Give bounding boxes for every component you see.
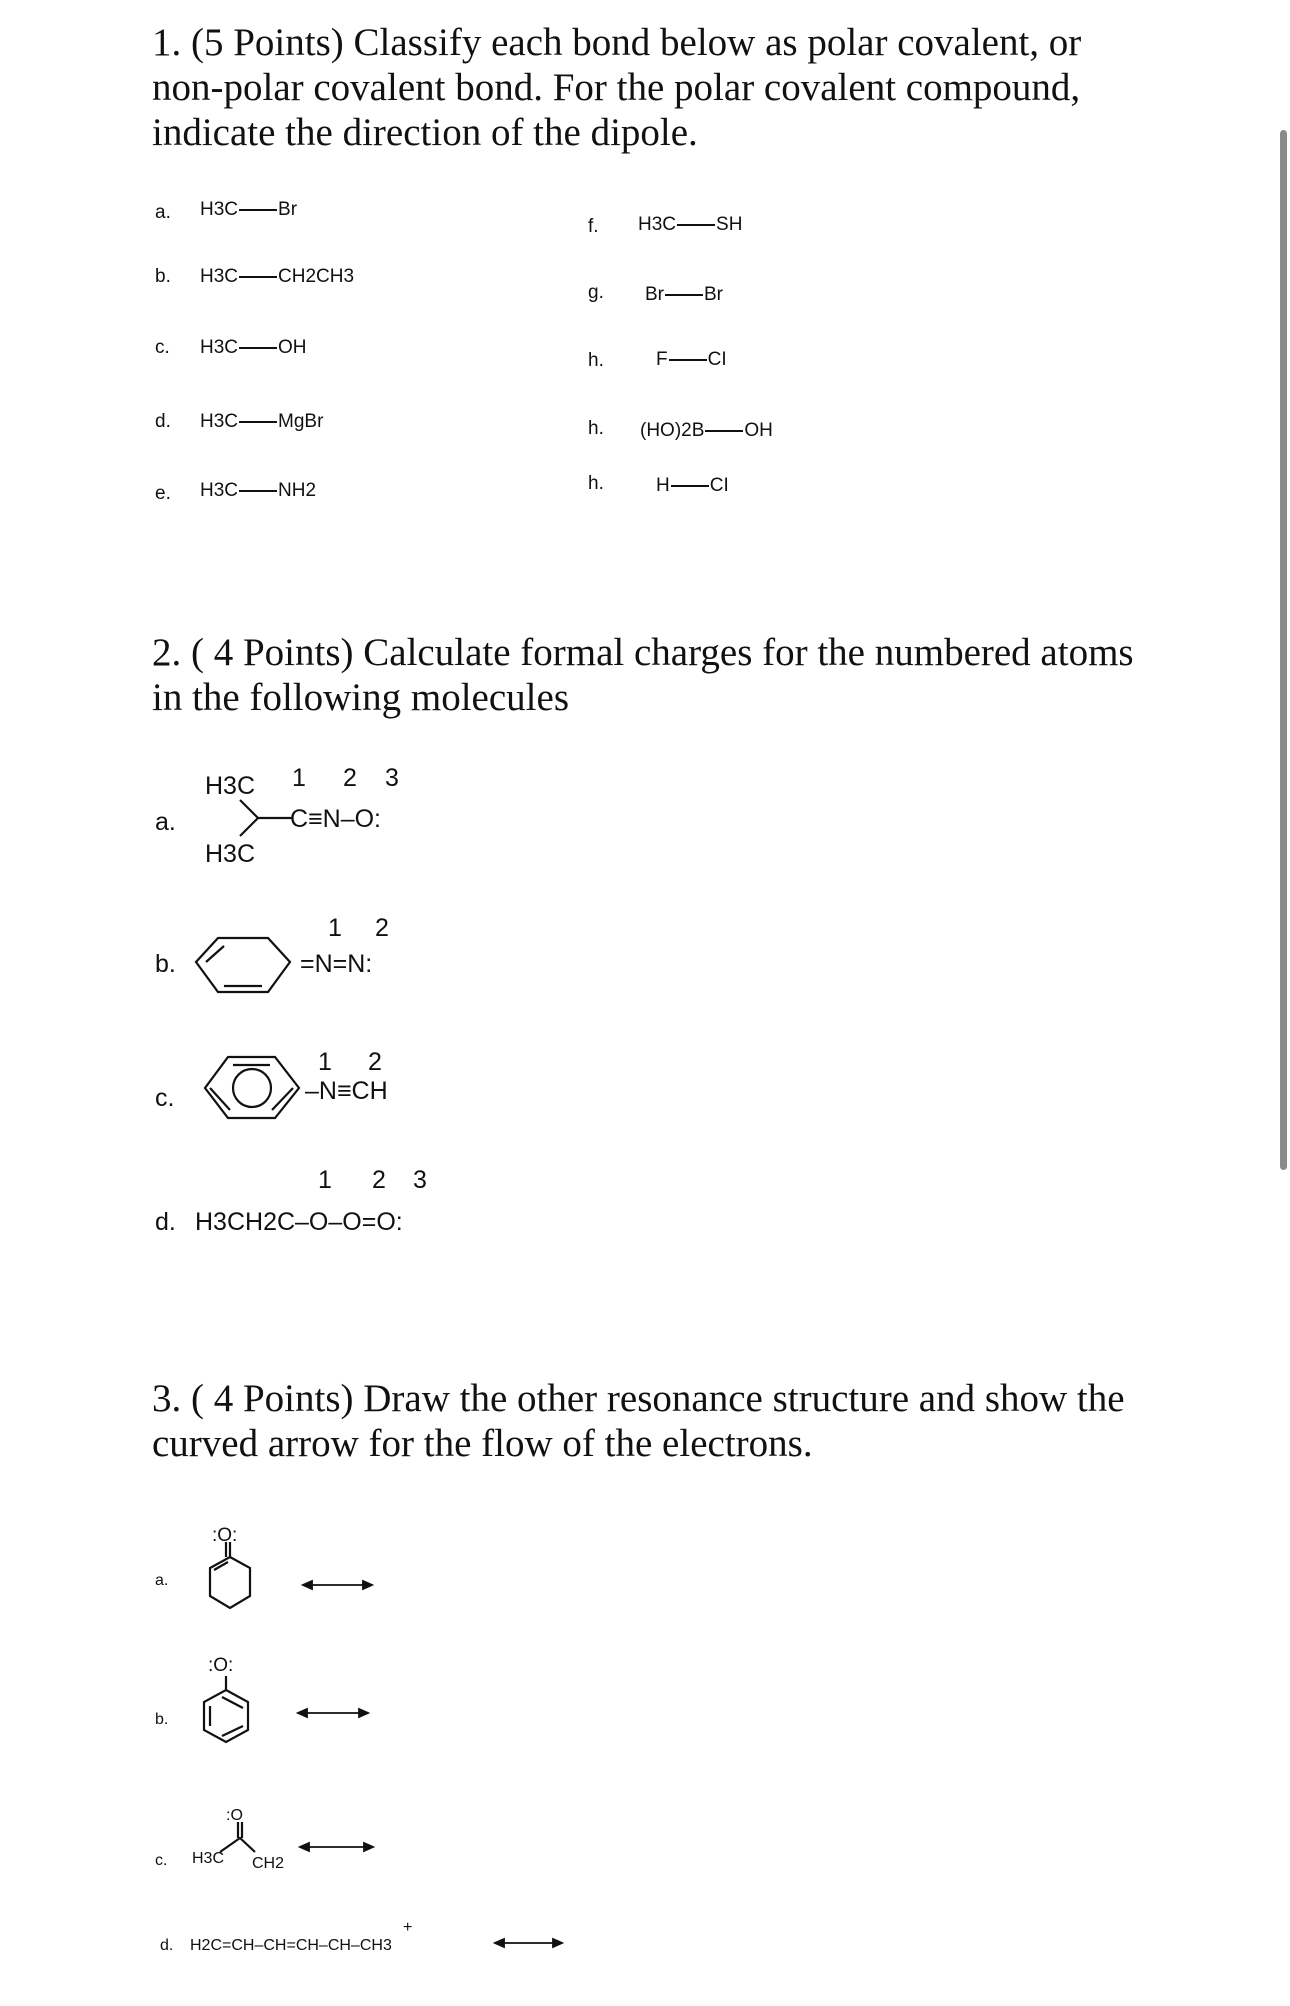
q3-b-oxygen: :O: [208, 1655, 234, 1676]
atom-right: NH2 [278, 480, 317, 501]
q1-item-f-label: f. [588, 216, 599, 237]
question-3-text: 3. ( 4 Points) Draw the other resonance structure and show the curved arrow for the flow of the electrons. [152, 1377, 1125, 1465]
q2-c-num-2: 2 [368, 1048, 382, 1076]
q1-item-h3-label: h. [588, 473, 604, 494]
q2-a-num-2: 2 [343, 764, 357, 792]
q2-d-label: d. [155, 1208, 176, 1236]
q2-d-num-1: 1 [318, 1166, 332, 1194]
atom-left: H3C [200, 337, 239, 358]
q2-a-num-3: 3 [385, 764, 399, 792]
q3a-carbonyl [214, 1542, 230, 1570]
atom-right: CH2CH3 [278, 266, 355, 287]
q1-item-e-label: e. [155, 483, 171, 504]
atom-left: H3C [200, 480, 239, 501]
q2c-ring [205, 1057, 299, 1118]
q2-b-label: b. [155, 950, 176, 978]
atom-right: Br [278, 199, 298, 220]
atom-right: OH [744, 420, 773, 441]
q1-item-c-label: c. [155, 337, 170, 358]
q2-d-formula: H3CH2C–O–O=O: [195, 1208, 403, 1236]
q3-c-right-group: CH2 [252, 1855, 285, 1872]
q2-a-num-1: 1 [292, 764, 306, 792]
q3-c-oxygen: :O [226, 1807, 243, 1824]
atom-left: Br [645, 284, 664, 305]
atom-right: CI [709, 475, 729, 496]
atom-left: (HO)2B [640, 420, 705, 441]
question-1-text: 1. (5 Points) Classify each bond below as polar covalent, or non-polar covalent bond. For the polar covalent compound, indicate the direction of the dipole. [152, 21, 1082, 154]
q3-b-label: b. [155, 1711, 169, 1728]
question-2-text: 2. ( 4 Points) Calculate formal charges for the numbered atoms in the following molecules [152, 631, 1134, 719]
q1-item-d-label: d. [155, 411, 171, 432]
q2a-branch-bonds [240, 800, 292, 836]
q3a-ring [210, 1557, 250, 1608]
q2-d-num-2: 2 [372, 1166, 386, 1194]
atom-left: F [656, 349, 668, 370]
q3-d-formula: H2C=CH–CH=CH–CH–CH3 [190, 1937, 392, 1954]
q2-c-chain: –N≡CH [305, 1077, 388, 1105]
q2-c-label: c. [155, 1084, 175, 1112]
page-scrollbar[interactable] [1280, 130, 1287, 1170]
q3-a-label: a. [155, 1572, 169, 1589]
atom-left: H3C [200, 199, 239, 220]
q1-item-b-label: b. [155, 266, 171, 287]
q2b-ring-double-bonds [206, 946, 262, 986]
q2-a-bottom-group: H3C [205, 840, 256, 868]
q2-a-top-group: H3C [205, 772, 256, 800]
q2-b-num-1: 1 [328, 914, 342, 942]
q1-item-h2-label: h. [588, 418, 604, 439]
q3-d-charge: + [403, 1919, 413, 1936]
q3-d-label: d. [160, 1937, 174, 1954]
q1-item-g-label: g. [588, 282, 604, 303]
atom-right: Br [704, 284, 723, 305]
atom-left: H [656, 475, 670, 496]
atom-left: H3C [200, 266, 239, 287]
q1-item-a-label: a. [155, 202, 171, 223]
q2-b-num-2: 2 [375, 914, 389, 942]
q1-item-h1-label: h. [588, 350, 604, 371]
q2c-ring-aromatic [233, 1069, 271, 1107]
atom-right: OH [278, 337, 307, 358]
atom-left: H3C [200, 411, 239, 432]
q3-c-label: c. [155, 1852, 168, 1869]
q2-a-chain: C≡N–O: [290, 805, 381, 833]
q3b-ring-inner [210, 1676, 243, 1736]
q2-d-num-3: 3 [413, 1166, 427, 1194]
atom-right: SH [716, 214, 743, 235]
atom-right: CI [707, 349, 727, 370]
q2-a-label: a. [155, 808, 176, 836]
q3c-skeleton [220, 1822, 255, 1852]
q2b-ring [196, 938, 290, 992]
q2-b-chain: =N=N: [300, 950, 373, 978]
q3-a-oxygen: :O: [212, 1525, 238, 1546]
q3-c-left-group: H3C [192, 1850, 225, 1867]
atom-right: MgBr [278, 411, 324, 432]
q2-c-num-1: 1 [318, 1048, 332, 1076]
atom-left: H3C [638, 214, 677, 235]
q2c-ring-inner [210, 1065, 293, 1110]
